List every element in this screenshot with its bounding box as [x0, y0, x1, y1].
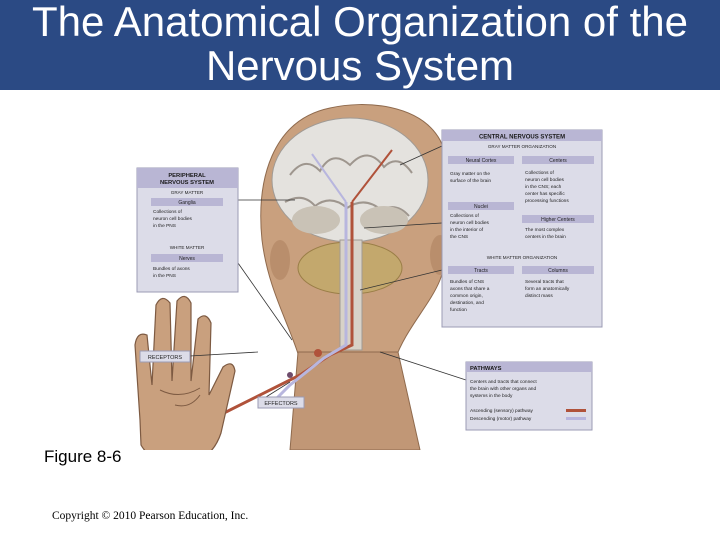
cns-centers-desc-4: center has specific: [525, 192, 565, 197]
receptors-label: RECEPTORS: [147, 355, 183, 361]
pns-ganglia-desc-2: neuron cell bodies: [153, 217, 192, 222]
cns-nuclei-desc-2: neuron cell bodies: [450, 221, 489, 226]
ascending-pathway-label: Ascending (sensory) pathway: [470, 409, 533, 414]
pns-ganglia-desc-1: Collections of: [153, 210, 182, 215]
pathways-desc-1: Centers and tracts that connect: [470, 380, 537, 385]
cns-columns-desc-3: distinct mass: [525, 294, 553, 299]
pns-nerves-desc-1: Bundles of axons: [153, 267, 190, 272]
descending-pathway-label: Descending (motor) pathway: [470, 417, 532, 422]
pathways-desc-3: systems in the body: [470, 394, 513, 399]
cns-columns-desc-1: Several tracts that: [525, 280, 564, 285]
hand-illustration: [135, 296, 235, 450]
pns-white-matter-label: WHITE MATTER: [169, 245, 205, 250]
cns-nuclei-desc-1: Collections of: [450, 214, 479, 219]
pns-ganglia-desc-3: in the PNS: [153, 224, 176, 229]
pns-gray-matter-label: GRAY MATTER: [170, 190, 204, 195]
cns-tracts-desc-4: destination, and: [450, 301, 484, 306]
ascending-swatch: [566, 409, 586, 412]
pns-nerves-label: Nerves: [179, 256, 195, 262]
cns-tracts-label: Tracts: [474, 268, 488, 274]
pns-header-line-1: PERIPHERAL: [168, 173, 206, 179]
slide-title-bar: [0, 0, 720, 90]
effectors-label: EFFECTORS: [264, 401, 298, 407]
pns-panel: [137, 168, 238, 292]
pns-nerves-desc-2: in the PNS: [153, 274, 176, 279]
descending-swatch: [566, 417, 586, 420]
cns-higher-desc-1: The most complex: [525, 228, 565, 233]
cns-gray-matter-label: GRAY MATTER ORGANIZATION: [487, 144, 557, 149]
receptors-label-box: [140, 351, 190, 362]
cns-neural-cortex-label: Neural Cortex: [465, 158, 497, 164]
cns-cortex-desc-2: surface of the brain: [450, 179, 492, 184]
cns-columns-desc-2: form an anatomically: [525, 287, 570, 292]
cns-higher-centers-label: Higher Centers: [541, 217, 575, 223]
cns-tracts-desc-5: function: [450, 308, 467, 313]
cns-header: CENTRAL NERVOUS SYSTEM: [478, 134, 566, 141]
cns-centers-desc-5: processing functions: [525, 199, 569, 204]
pathways-header: PATHWAYS: [470, 366, 502, 372]
cns-higher-desc-2: centers in the brain: [525, 235, 566, 240]
cns-white-matter-label: WHITE MATTER ORGANIZATION: [486, 255, 558, 260]
cns-columns-label: Columns: [548, 268, 568, 274]
figure-illustration: [0, 90, 720, 450]
pathways-panel: [466, 362, 592, 430]
cns-nuclei-desc-4: the CNS: [450, 235, 469, 240]
cns-nuclei-label: Nuclei: [474, 204, 488, 210]
cns-centers-desc-2: neuron cell bodies: [525, 178, 564, 183]
cns-nuclei-desc-3: in the interior of: [450, 228, 484, 233]
pathways-desc-2: the brain with other organs and: [470, 387, 537, 392]
cns-tracts-desc-1: Bundles of CNS: [450, 280, 485, 285]
figure-caption: Figure 8-6: [44, 447, 122, 466]
pns-header-line-2: NERVOUS SYSTEM: [159, 180, 215, 186]
cns-centers-desc-1: Collections of: [525, 171, 554, 176]
cns-centers-label: Centers: [549, 158, 567, 164]
cns-panel: [442, 130, 602, 327]
cns-centers-desc-3: in the CNS; each: [525, 185, 562, 190]
slide-title-line-2: Nervous System: [205, 42, 515, 89]
cns-tracts-desc-2: axons that share a: [450, 287, 490, 292]
slide-title-line-1: The Anatomical Organization of the: [31, 0, 689, 45]
cns-tracts-desc-3: common origin,: [450, 294, 483, 299]
effectors-label-box: [258, 397, 304, 408]
pns-ganglia-label: Ganglia: [178, 200, 196, 206]
nervous-system-figure: [0, 90, 720, 450]
cns-cortex-desc-1: Gray matter on the: [450, 172, 490, 177]
copyright-notice: Copyright © 2010 Pearson Education, Inc.: [52, 510, 249, 522]
